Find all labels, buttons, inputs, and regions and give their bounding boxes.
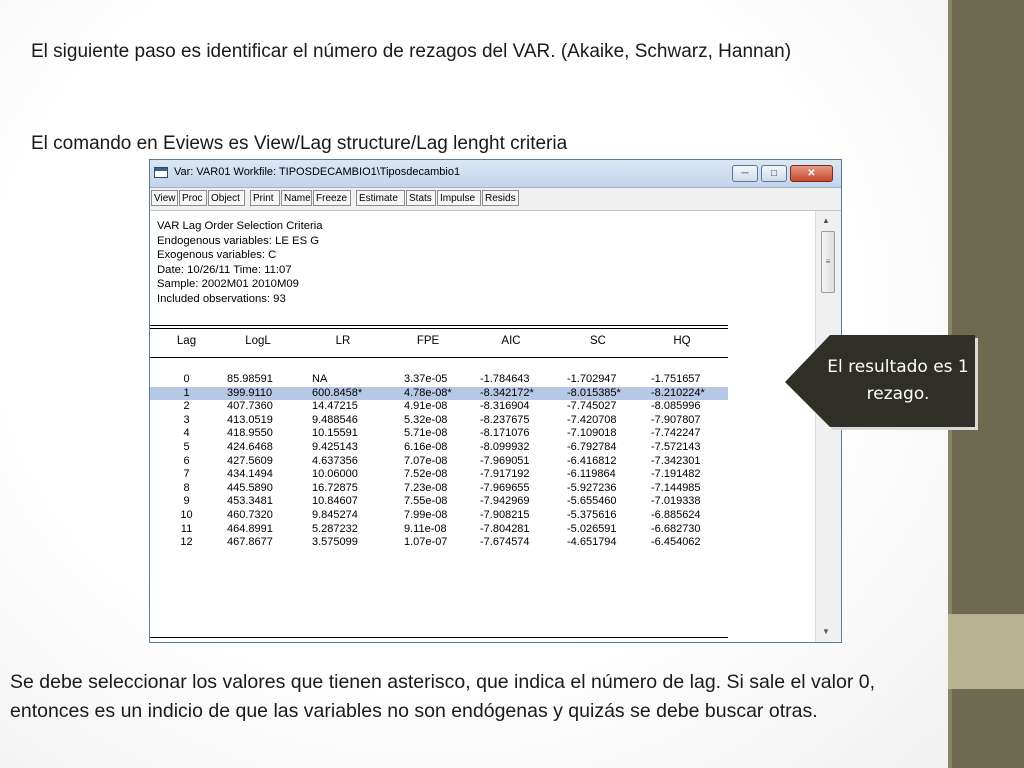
result-callout <box>785 335 980 430</box>
table-cell: 3.37e-05 <box>404 373 448 385</box>
table-cell: -5.375616 <box>567 509 617 521</box>
header-line: Date: 10/26/11 Time: 11:07 <box>157 263 292 276</box>
column-header: LR <box>335 335 351 347</box>
bottom-text: Se debe seleccionar los valores que tienen asterisco, que indica el número de lag. Si sale el valor 0, entonces es un indicio de que las variables no son endógenas y quizás se debe buscar otras. <box>10 671 876 722</box>
table-cell: 407.7360 <box>227 400 273 413</box>
header-line: Sample: 2002M01 2010M09 <box>157 278 299 291</box>
table-cell: -7.907807 <box>651 413 701 426</box>
table-cell: 7.55e-08 <box>404 495 448 508</box>
column-header: HQ <box>673 335 691 347</box>
intro-text-1: El siguiente paso es identificar el número de rezagos del VAR. (Akaike, Schwarz, Hannan) <box>31 41 792 62</box>
table-rule-top-2 <box>150 328 728 329</box>
sidebar-accent-block <box>948 614 1024 689</box>
output-header <box>157 219 323 307</box>
toolbar-print-button[interactable]: Print <box>250 190 280 206</box>
table-cell: -8.237675 <box>480 413 530 426</box>
table-cell: 2 <box>183 400 190 413</box>
close-button[interactable]: ✕ <box>790 165 833 182</box>
table-cell: 5 <box>183 441 190 453</box>
table-cell: 10.15591 <box>312 427 358 440</box>
table-cell: 0 <box>183 373 190 385</box>
table-cell: -7.742247 <box>651 427 701 440</box>
header-line: Included observations: 93 <box>157 292 286 305</box>
table-row <box>150 536 728 549</box>
table-cell: 427.5609 <box>227 454 273 467</box>
table-cell: -7.191482 <box>651 468 701 481</box>
table-cell: -4.651794 <box>567 536 617 549</box>
table-cell: 7.99e-08 <box>404 509 448 521</box>
table-cell: 6.16e-08 <box>404 441 448 453</box>
scroll-up-arrow-icon[interactable]: ▲ <box>822 216 830 225</box>
intro-text-2: El comando en Eviews es View/Lag structure/Lag lenght criteria <box>31 133 568 154</box>
table-cell: 453.3481 <box>227 495 273 508</box>
table-cell: 14.47215 <box>312 400 358 413</box>
table-cell: 5.287232 <box>312 522 358 535</box>
table-cell: 11 <box>180 522 193 535</box>
toolbar-name-button[interactable]: Name <box>281 190 312 206</box>
window-titlebar[interactable] <box>150 160 841 188</box>
table-cell: -6.454062 <box>651 536 701 549</box>
header-line: Exogenous variables: C <box>157 249 277 262</box>
column-header: Lag <box>176 335 197 347</box>
table-cell: -7.342301 <box>651 454 701 467</box>
callout-text: El resultado es 1 rezago. <box>827 357 969 404</box>
table-cell: -8.210224* <box>651 386 705 399</box>
toolbar-view-button[interactable]: View <box>151 190 178 206</box>
table-cell: 7 <box>183 468 190 481</box>
table-cell: 10.06000 <box>312 468 358 481</box>
table-cell: 12 <box>180 536 193 549</box>
table-cell: -8.099932 <box>480 441 530 453</box>
table-cell: -7.804281 <box>480 522 530 535</box>
table-cell: 418.9550 <box>227 427 273 440</box>
table-cell: -6.682730 <box>651 522 701 535</box>
toolbar-proc-button[interactable]: Proc <box>179 190 207 206</box>
table-cell: 9.11e-08 <box>404 522 447 535</box>
table-cell: 10.84607 <box>312 495 358 508</box>
table-row-selected <box>150 387 728 400</box>
table-cell: -7.942969 <box>480 495 530 508</box>
table-rule-bottom <box>150 637 728 638</box>
table-cell: 4.637356 <box>312 454 358 467</box>
table-cell: 4.91e-08 <box>404 400 448 413</box>
table-cell: -7.969655 <box>480 481 530 494</box>
column-header: LogL <box>245 335 271 347</box>
toolbar-object-button[interactable]: Object <box>208 190 245 206</box>
table-cell: -7.144985 <box>651 481 701 494</box>
table-cell: 399.9110 <box>227 386 273 399</box>
window-app-icon <box>154 167 168 178</box>
toolbar-freeze-button[interactable]: Freeze <box>313 190 351 206</box>
table-cell: 1 <box>183 386 190 399</box>
window-title: Var: VAR01 Workfile: TIPOSDECAMBIO1\Tiposdecambio1 <box>174 166 461 178</box>
table-cell: 467.8677 <box>227 536 273 549</box>
column-header: SC <box>590 335 606 347</box>
table-row <box>150 455 728 468</box>
lag-criteria-table <box>150 367 728 637</box>
table-rule-mid <box>150 357 728 358</box>
table-cell: 4 <box>183 427 190 440</box>
table-row <box>150 427 728 440</box>
table-row <box>150 495 728 508</box>
table-cell: 16.72875 <box>312 481 358 494</box>
table-cell: 9.425143 <box>312 441 358 453</box>
table-cell: -8.171076 <box>480 427 530 440</box>
table-cell: -6.119864 <box>567 468 616 481</box>
table-cell: 7.07e-08 <box>404 454 448 467</box>
table-row <box>150 373 728 386</box>
output-pane[interactable] <box>150 211 817 642</box>
maximize-button[interactable]: □ <box>761 165 787 182</box>
table-cell: -7.572143 <box>651 441 701 453</box>
toolbar-impulse-button[interactable]: Impulse <box>437 190 481 206</box>
table-cell: -1.751657 <box>651 373 701 385</box>
toolbar-estimate-button[interactable]: Estimate <box>356 190 405 206</box>
table-cell: 7.23e-08 <box>404 481 448 494</box>
table-row <box>150 482 728 495</box>
table-row <box>150 400 728 413</box>
table-cell: 3.575099 <box>312 536 358 549</box>
table-cell: -8.316904 <box>480 400 530 413</box>
table-cell: -6.416812 <box>567 454 617 467</box>
table-cell: 9.488546 <box>312 413 358 426</box>
table-cell: 7.52e-08 <box>404 468 448 481</box>
table-cell: 424.6468 <box>227 441 273 453</box>
table-cell: 8 <box>183 481 190 494</box>
toolbar-stats-button[interactable]: Stats <box>406 190 436 206</box>
table-row <box>150 441 728 454</box>
toolbar-resids-button[interactable]: Resids <box>482 190 519 206</box>
table-cell: -6.792784 <box>567 441 617 453</box>
header-line: VAR Lag Order Selection Criteria <box>157 220 323 232</box>
scroll-thumb[interactable]: ≡ <box>821 231 835 293</box>
table-cell: -7.969051 <box>480 454 530 467</box>
table-cell: -5.927236 <box>567 481 617 494</box>
table-cell: 6 <box>183 454 190 467</box>
table-cell: -5.026591 <box>567 522 617 535</box>
table-cell: 434.1494 <box>227 468 273 481</box>
table-cell: 9.845274 <box>312 509 358 521</box>
table-cell: 85.98591 <box>227 373 273 385</box>
table-cell: -5.655460 <box>567 495 617 508</box>
table-cell: -7.674574 <box>480 536 530 549</box>
table-header-row <box>150 335 728 348</box>
table-row <box>150 509 728 522</box>
table-cell: 3 <box>183 413 190 426</box>
table-cell: 464.8991 <box>227 522 273 535</box>
table-cell: -1.702947 <box>567 373 617 385</box>
table-cell: 445.5890 <box>227 481 273 494</box>
scroll-down-arrow-icon[interactable]: ▼ <box>822 627 830 636</box>
table-row <box>150 414 728 427</box>
table-cell: -7.109018 <box>567 427 617 440</box>
table-cell: -7.917192 <box>480 468 530 481</box>
table-cell: 4.78e-08* <box>404 386 452 399</box>
table-cell: 1.07e-07 <box>404 536 448 549</box>
table-cell: 5.32e-08 <box>404 413 448 426</box>
table-rule-top <box>150 325 728 326</box>
minimize-button[interactable]: ─ <box>732 165 758 182</box>
table-row <box>150 523 728 536</box>
window-toolbar <box>150 188 841 211</box>
table-cell: -8.342172* <box>480 386 534 399</box>
header-line: Endogenous variables: LE ES G <box>157 234 320 247</box>
table-cell: 5.71e-08 <box>404 427 448 440</box>
table-cell: -1.784643 <box>480 373 530 385</box>
table-cell: -8.085996 <box>651 400 701 413</box>
table-cell: 10 <box>180 509 193 521</box>
table-cell: -8.015385* <box>567 386 621 399</box>
table-cell: -7.908215 <box>480 509 530 521</box>
eviews-var-window <box>149 159 842 643</box>
table-cell: 460.7320 <box>227 509 273 521</box>
table-cell: -7.420708 <box>567 413 617 426</box>
table-cell: NA <box>312 373 328 385</box>
table-cell: 9 <box>183 495 190 508</box>
table-row <box>150 468 728 481</box>
table-cell: 413.0519 <box>227 413 273 426</box>
table-cell: 600.8458* <box>312 386 363 399</box>
column-header: AIC <box>501 335 521 347</box>
table-cell: -7.745027 <box>567 400 617 413</box>
table-cell: -7.019338 <box>651 495 701 508</box>
table-cell: -6.885624 <box>651 509 701 521</box>
column-header: FPE <box>416 335 440 347</box>
